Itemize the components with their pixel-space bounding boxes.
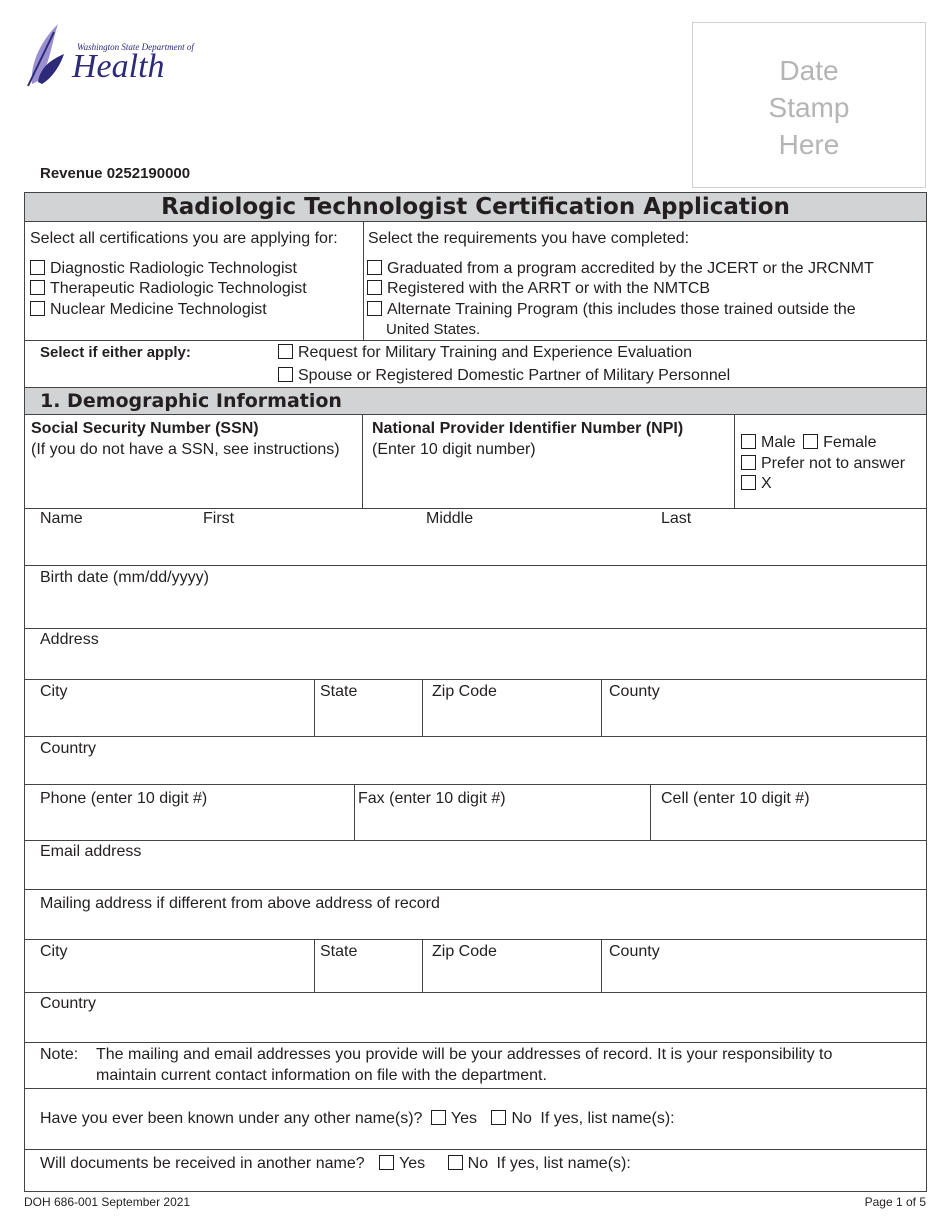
checkbox-no[interactable]	[448, 1155, 463, 1170]
divider	[24, 939, 927, 940]
middle-name-label: Middle	[426, 510, 474, 527]
other-docs-question: Will documents be received in another name? Yes No If yes, list name(s):	[40, 1155, 631, 1172]
requirements-heading: Select the requirements you have completed:	[368, 230, 690, 247]
last-name-label: Last	[661, 510, 692, 527]
divider	[24, 628, 927, 629]
birth-date-label: Birth date (mm/dd/yyyy)	[40, 569, 209, 586]
ssn-hint: (If you do not have a SSN, see instructions)	[31, 441, 340, 458]
zip-label: Zip Code	[432, 683, 497, 700]
military-option-training[interactable]: Request for Military Training and Experience Evaluation	[278, 343, 692, 363]
checkbox-female[interactable]	[803, 434, 818, 449]
revenue-code: Revenue 0252190000	[40, 165, 191, 182]
checkbox-male[interactable]	[741, 434, 756, 449]
military-option-spouse[interactable]: Spouse or Registered Domestic Partner of Military Personnel	[278, 366, 730, 386]
divider	[422, 939, 423, 992]
name-label: Name	[40, 510, 83, 527]
mailing-address-label: Mailing address if different from above address of record	[40, 895, 440, 912]
city-label: City	[40, 683, 68, 700]
state-label: State	[320, 683, 358, 700]
phone-label: Phone (enter 10 digit #)	[40, 790, 208, 807]
checkbox[interactable]	[30, 301, 45, 316]
section-heading-demographics: 1. Demographic Information	[24, 387, 927, 415]
checkbox[interactable]	[30, 260, 45, 275]
checkbox-yes[interactable]	[431, 1110, 446, 1125]
note-text-line: The mailing and email addresses you provide will be your addresses of record. It is your responsibility to	[96, 1046, 833, 1063]
gender-prefer-not[interactable]: Prefer not to answer	[741, 454, 905, 474]
divider	[24, 340, 927, 341]
divider	[650, 784, 651, 840]
cell-label: Cell (enter 10 digit #)	[661, 790, 810, 807]
cert-option-diagnostic[interactable]: Diagnostic Radiologic Technologist	[30, 259, 297, 279]
logo-subtitle: Washington State Department of	[77, 42, 194, 52]
divider	[24, 508, 927, 509]
mailing-city-label: City	[40, 943, 68, 960]
address-label: Address	[40, 631, 99, 648]
checkbox[interactable]	[367, 280, 382, 295]
divider	[24, 889, 927, 890]
req-option-registered[interactable]: Registered with the ARRT or with the NMTCB	[367, 279, 710, 299]
divider	[734, 415, 735, 508]
divider	[314, 939, 315, 992]
note-label: Note:	[40, 1046, 79, 1063]
gender-options: Male Female	[741, 433, 877, 453]
divider	[24, 992, 927, 993]
first-name-label: First	[203, 510, 235, 527]
form-id: DOH 686-001 September 2021	[24, 1195, 191, 1209]
other-names-question: Have you ever been known under any other name(s)? Yes No If yes, list name(s):	[40, 1110, 675, 1127]
date-stamp-line: Date	[779, 55, 839, 86]
gender-x[interactable]: X	[741, 474, 772, 494]
req-option-alternate-cont: United States.	[386, 321, 481, 338]
ssn-label: Social Security Number (SSN)	[31, 420, 259, 437]
req-option-accredited[interactable]: Graduated from a program accredited by the JCERT or the JRCNMT	[367, 259, 874, 279]
county-label: County	[609, 683, 660, 700]
date-stamp-box	[692, 22, 926, 188]
divider	[422, 679, 423, 736]
divider	[601, 679, 602, 736]
checkbox[interactable]	[367, 301, 382, 316]
mailing-county-label: County	[609, 943, 660, 960]
note-text-line: maintain current contact information on file with the department.	[96, 1067, 547, 1084]
logo-title: Health	[72, 48, 165, 85]
country-label: Country	[40, 740, 97, 757]
date-stamp-line: Stamp	[768, 92, 850, 123]
checkbox[interactable]	[278, 344, 293, 359]
divider	[24, 1149, 927, 1150]
divider	[24, 736, 927, 737]
mailing-zip-label: Zip Code	[432, 943, 497, 960]
divider	[24, 565, 927, 566]
checkbox-yes[interactable]	[379, 1155, 394, 1170]
date-stamp-line: Here	[778, 129, 840, 160]
fax-label: Fax (enter 10 digit #)	[358, 790, 506, 807]
divider	[362, 415, 363, 508]
email-label: Email address	[40, 843, 142, 860]
npi-hint: (Enter 10 digit number)	[372, 441, 536, 458]
divider	[354, 784, 355, 840]
checkbox[interactable]	[30, 280, 45, 295]
mailing-state-label: State	[320, 943, 358, 960]
req-option-alternate[interactable]: Alternate Training Program (this includes those trained outside the	[367, 300, 856, 320]
divider	[314, 679, 315, 736]
form-title: Radiologic Technologist Certification Application	[24, 192, 927, 222]
mailing-country-label: Country	[40, 995, 97, 1012]
cert-option-nuclear[interactable]: Nuclear Medicine Technologist	[30, 300, 267, 320]
doh-logo	[24, 22, 194, 90]
divider	[24, 784, 927, 785]
divider	[601, 939, 602, 992]
checkbox[interactable]	[367, 260, 382, 275]
divider	[24, 1042, 927, 1043]
divider	[24, 840, 927, 841]
page-number: Page 1 of 5	[864, 1195, 926, 1209]
checkbox[interactable]	[741, 475, 756, 490]
checkbox[interactable]	[741, 455, 756, 470]
feather-logo-icon	[24, 22, 72, 88]
checkbox[interactable]	[278, 367, 293, 382]
cert-option-therapeutic[interactable]: Therapeutic Radiologic Technologist	[30, 279, 307, 299]
npi-label: National Provider Identifier Number (NPI)	[372, 420, 684, 437]
divider	[363, 222, 364, 340]
divider	[24, 679, 927, 680]
divider	[24, 1088, 927, 1089]
certifications-heading: Select all certifications you are applying for:	[30, 230, 338, 247]
military-label: Select if either apply:	[40, 344, 191, 361]
checkbox-no[interactable]	[491, 1110, 506, 1125]
